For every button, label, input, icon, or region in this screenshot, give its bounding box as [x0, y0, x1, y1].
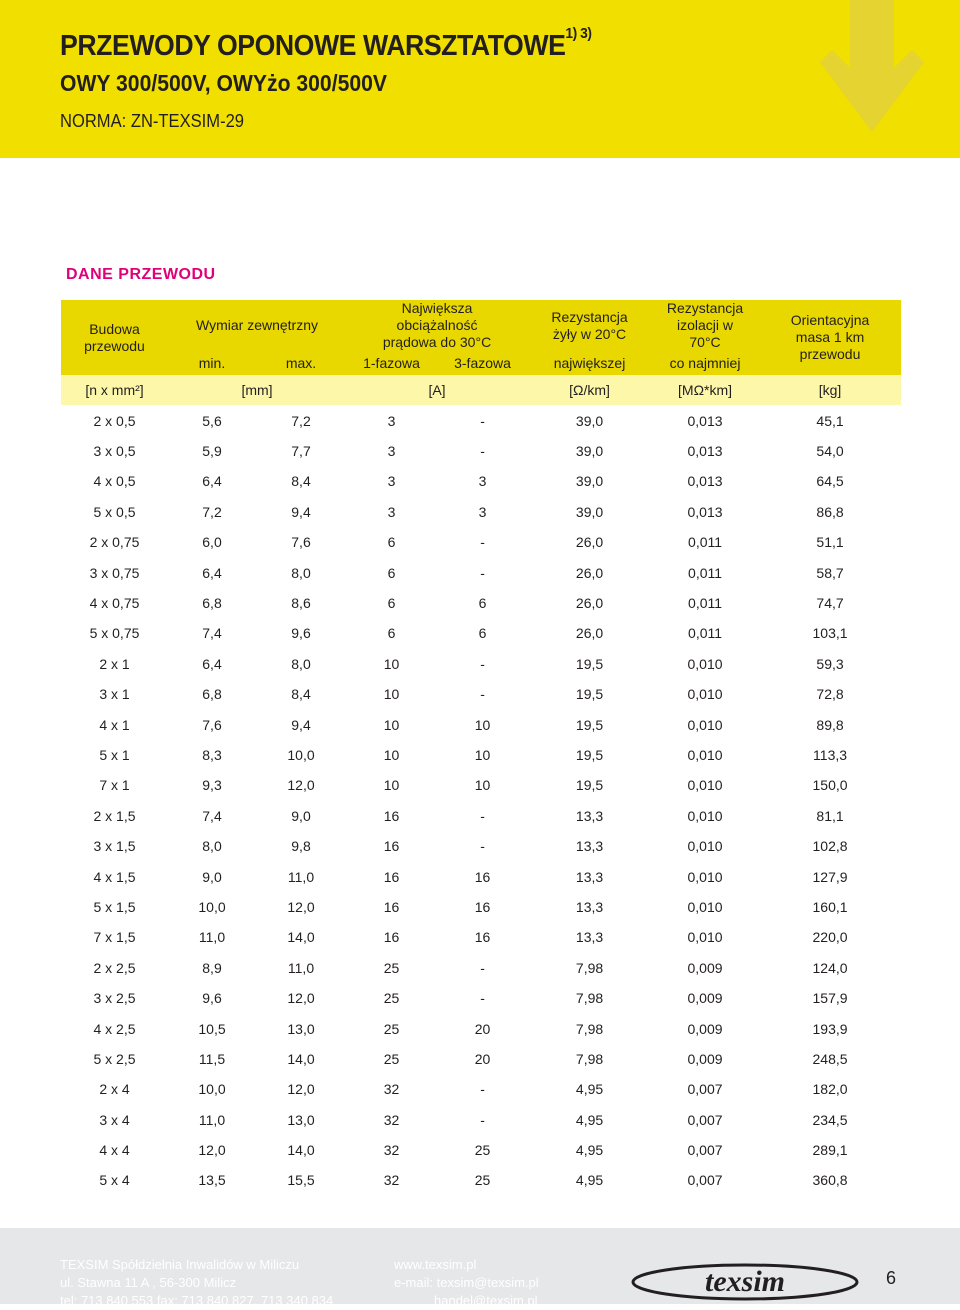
col-header-najwiecej: największej	[528, 351, 651, 375]
table-cell: 3	[346, 436, 437, 466]
table-cell: 0,010	[651, 922, 759, 952]
table-cell: 11,5	[168, 1044, 256, 1074]
table-cell: 0,007	[651, 1135, 759, 1165]
table-cell: 74,7	[759, 588, 901, 618]
table-cell: 39,0	[528, 466, 651, 496]
table-cell: 14,0	[256, 922, 346, 952]
table-cell: 12,0	[256, 983, 346, 1013]
table-cell: 51,1	[759, 527, 901, 557]
table-cell: 220,0	[759, 922, 901, 952]
col-header-rez-zyly: Rezystancja żyły w 20°C	[528, 300, 651, 351]
table-cell: 0,010	[651, 770, 759, 800]
table-cell: 13,3	[528, 831, 651, 861]
table-cell: 19,5	[528, 649, 651, 679]
table-cell: 8,4	[256, 466, 346, 496]
table-cell: 4 x 0,5	[61, 466, 168, 496]
table-row	[61, 983, 901, 1013]
page-title: PRZEWODY OPONOWE $WARSZTATOWE^{1) 3)}$	[60, 25, 592, 62]
table-cell: 0,007	[651, 1165, 759, 1195]
table-cell: 6,4	[168, 466, 256, 496]
table-row	[61, 466, 901, 496]
table-cell: 10,0	[168, 1074, 256, 1104]
table-cell: 54,0	[759, 436, 901, 466]
table-cell: 64,5	[759, 466, 901, 496]
table-cell: 3 x 1,5	[61, 831, 168, 861]
table-row	[61, 557, 901, 587]
table-cell: 20	[437, 1013, 528, 1043]
table-cell: 7,4	[168, 618, 256, 648]
table-cell: 5 x 0,75	[61, 618, 168, 648]
table-cell: 3	[437, 466, 528, 496]
table-cell: 7,6	[256, 527, 346, 557]
table-cell: 11,0	[168, 1104, 256, 1134]
table-cell: 3 x 2,5	[61, 983, 168, 1013]
table-cell: 11,0	[256, 861, 346, 891]
table-cell: 7,6	[168, 709, 256, 739]
table-cell: 6,8	[168, 679, 256, 709]
table-row	[61, 1044, 901, 1074]
table-cell: 12,0	[256, 770, 346, 800]
title-footnote-ref: 1) 3)	[565, 25, 592, 43]
table-row	[61, 922, 901, 952]
table-cell: 26,0	[528, 618, 651, 648]
table-cell: 14,0	[256, 1135, 346, 1165]
table-cell: 20	[437, 1044, 528, 1074]
table-cell: 13,0	[256, 1013, 346, 1043]
table-cell: 16	[346, 892, 437, 922]
page-subtitle: OWY 300/500V, OWYżo 300/500V	[60, 70, 387, 96]
table-cell: 5,6	[168, 406, 256, 436]
table-cell: 124,0	[759, 953, 901, 983]
table-cell: 19,5	[528, 770, 651, 800]
table-cell: 32	[346, 1104, 437, 1134]
table-cell: 7,7	[256, 436, 346, 466]
table-cell: 4,95	[528, 1074, 651, 1104]
table-cell: 6	[346, 588, 437, 618]
table-cell: 86,8	[759, 497, 901, 527]
table-cell: 13,3	[528, 922, 651, 952]
table-cell: 4,95	[528, 1165, 651, 1195]
table-cell: 182,0	[759, 1074, 901, 1104]
table-cell: 9,0	[168, 861, 256, 891]
table-cell: 7,4	[168, 801, 256, 831]
unit-prad: [A]	[346, 375, 528, 406]
table-cell: 4,95	[528, 1104, 651, 1134]
table-cell: -	[437, 406, 528, 436]
footer-web	[394, 1256, 539, 1310]
table-cell: 8,0	[256, 557, 346, 587]
table-cell: 26,0	[528, 588, 651, 618]
table-cell: 4 x 0,75	[61, 588, 168, 618]
table-cell: 10,5	[168, 1013, 256, 1043]
table-cell: 234,5	[759, 1104, 901, 1134]
table-cell: 10	[437, 709, 528, 739]
table-cell: 2 x 0,75	[61, 527, 168, 557]
col-header-min: min.	[168, 351, 256, 375]
table-cell: 16	[346, 861, 437, 891]
table-cell: 0,009	[651, 983, 759, 1013]
table-cell: 12,0	[256, 1074, 346, 1104]
table-cell: 6	[346, 527, 437, 557]
table-row	[61, 1104, 901, 1134]
table-cell: 0,009	[651, 1013, 759, 1043]
table-cell: 8,6	[256, 588, 346, 618]
table-cell: 6	[437, 588, 528, 618]
table-cell: 16	[346, 922, 437, 952]
unit-izolacja: [MΩ*km]	[651, 375, 759, 406]
table-cell: 25	[346, 1044, 437, 1074]
table-cell: 16	[437, 892, 528, 922]
table-cell: 8,3	[168, 740, 256, 770]
table-cell: 3 x 0,5	[61, 436, 168, 466]
table-cell: 26,0	[528, 527, 651, 557]
table-row	[61, 618, 901, 648]
section-title: DANE PRZEWODU	[66, 266, 216, 283]
table-cell: 13,3	[528, 861, 651, 891]
table-cell: 9,4	[256, 497, 346, 527]
table-cell: 289,1	[759, 1135, 901, 1165]
footer-address: ul. Stawna 11 A , 56-300 Milicz	[60, 1275, 237, 1290]
table-row	[61, 436, 901, 466]
footer	[0, 1228, 960, 1308]
table-cell: 13,3	[528, 801, 651, 831]
table-cell: 10	[346, 709, 437, 739]
table-cell: 0,007	[651, 1074, 759, 1104]
table-cell: -	[437, 679, 528, 709]
table-cell: 8,0	[256, 649, 346, 679]
table-row	[61, 1013, 901, 1043]
table-cell: 360,8	[759, 1165, 901, 1195]
table-row	[61, 649, 901, 679]
table-cell: 4 x 1	[61, 709, 168, 739]
arrow-down-icon	[820, 0, 924, 140]
table-row	[61, 892, 901, 922]
table-cell: 10	[346, 649, 437, 679]
table-cell: 16	[346, 831, 437, 861]
table-cell: 0,010	[651, 740, 759, 770]
table-cell: 3	[346, 466, 437, 496]
table-cell: -	[437, 953, 528, 983]
col-header-masa: Orientacyjna masa 1 km przewodu	[759, 300, 901, 375]
table-cell: 3 x 1	[61, 679, 168, 709]
table-cell: 26,0	[528, 557, 651, 587]
table-row	[61, 588, 901, 618]
table-cell: 0,010	[651, 679, 759, 709]
table-cell: 103,1	[759, 618, 901, 648]
table-cell: -	[437, 1104, 528, 1134]
table-cell: 25	[437, 1165, 528, 1195]
table-cell: 6	[437, 618, 528, 648]
table-cell: 6,4	[168, 557, 256, 587]
table-cell: 10	[346, 770, 437, 800]
col-header-rez-izolacji: Rezystancja izolacji w 70°C	[651, 300, 759, 351]
unit-masa: [kg]	[759, 375, 901, 406]
page-number: 6	[886, 1268, 897, 1288]
table-cell: 3 x 4	[61, 1104, 168, 1134]
table-cell: 5 x 4	[61, 1165, 168, 1195]
footer-contact	[60, 1256, 333, 1310]
table-row	[61, 861, 901, 891]
table-cell: 19,5	[528, 740, 651, 770]
table-cell: 2 x 2,5	[61, 953, 168, 983]
col-header-obciazalnosc: Największa obciążalność prądowa do 30°C	[346, 300, 528, 351]
table-cell: 8,0	[168, 831, 256, 861]
table-cell: 113,3	[759, 740, 901, 770]
table-cell: 25	[346, 953, 437, 983]
footer-email2-link[interactable]: handel@texsim.pl	[434, 1293, 538, 1308]
table-cell: 9,0	[256, 801, 346, 831]
table-cell: -	[437, 801, 528, 831]
table-cell: 9,6	[256, 618, 346, 648]
table-cell: 25	[346, 983, 437, 1013]
table-cell: 10,0	[168, 892, 256, 922]
table-cell: 2 x 4	[61, 1074, 168, 1104]
table-cell: 2 x 1	[61, 649, 168, 679]
table-cell: 10	[346, 679, 437, 709]
table-row	[61, 953, 901, 983]
table-cell: 4 x 1,5	[61, 861, 168, 891]
table-row	[61, 801, 901, 831]
header-band	[0, 0, 960, 158]
table-cell: -	[437, 983, 528, 1013]
table-cell: 10,0	[256, 740, 346, 770]
table-cell: 0,010	[651, 892, 759, 922]
table-cell: 15,5	[256, 1165, 346, 1195]
table-cell: 5 x 1	[61, 740, 168, 770]
table-row	[61, 831, 901, 861]
logo-wordmark: texsim	[705, 1265, 785, 1298]
table-row	[61, 497, 901, 527]
table-cell: -	[437, 436, 528, 466]
table-cell: 0,013	[651, 406, 759, 436]
table-cell: 11,0	[256, 953, 346, 983]
table-cell: 9,4	[256, 709, 346, 739]
table-cell: 10	[437, 770, 528, 800]
unit-rezystancja: [Ω/km]	[528, 375, 651, 406]
table-cell: 12,0	[256, 892, 346, 922]
table-cell: 8,9	[168, 953, 256, 983]
footer-email-link[interactable]: e-mail: texsim@texsim.pl	[394, 1275, 539, 1290]
table-cell: 0,010	[651, 801, 759, 831]
table-cell: 0,010	[651, 649, 759, 679]
table-cell: 58,7	[759, 557, 901, 587]
table-cell: 25	[437, 1135, 528, 1165]
table-cell: 7,2	[256, 406, 346, 436]
table-cell: 2 x 0,5	[61, 406, 168, 436]
table-cell: 45,1	[759, 406, 901, 436]
table-cell: 248,5	[759, 1044, 901, 1074]
table-cell: 0,007	[651, 1104, 759, 1134]
table-cell: 7,98	[528, 953, 651, 983]
table-row	[61, 527, 901, 557]
table-cell: 3 x 0,75	[61, 557, 168, 587]
col-header-1-fazowa: 1-fazowa	[346, 351, 437, 375]
texsim-logo-icon	[630, 1258, 860, 1302]
table-cell: 102,8	[759, 831, 901, 861]
col-header-max: max.	[256, 351, 346, 375]
table-cell: 0,013	[651, 436, 759, 466]
footer-company: TEXSIM Spółdzielnia Inwalidów w Miliczu	[60, 1257, 300, 1272]
table-cell: 4 x 4	[61, 1135, 168, 1165]
table-cell: 0,010	[651, 861, 759, 891]
table-cell: 32	[346, 1135, 437, 1165]
table-cell: 11,0	[168, 922, 256, 952]
table-row	[61, 1074, 901, 1104]
table-cell: 16	[346, 801, 437, 831]
table-cell: 39,0	[528, 436, 651, 466]
col-header-wymiar: Wymiar zewnętrzny	[168, 300, 346, 351]
table-row	[61, 1165, 901, 1195]
table-cell: 81,1	[759, 801, 901, 831]
table-cell: 13,0	[256, 1104, 346, 1134]
table-row	[61, 740, 901, 770]
col-header-co-najmniej: co najmniej	[651, 351, 759, 375]
table-cell: 7 x 1	[61, 770, 168, 800]
unit-budowa: [n x mm²]	[61, 375, 168, 406]
table-cell: 8,4	[256, 679, 346, 709]
unit-wymiar: [mm]	[168, 375, 346, 406]
table-cell: 0,013	[651, 497, 759, 527]
table-cell: 32	[346, 1165, 437, 1195]
table-body	[61, 406, 901, 1196]
table-cell: 6,4	[168, 649, 256, 679]
table-cell: 2 x 1,5	[61, 801, 168, 831]
table-cell: 9,3	[168, 770, 256, 800]
table-cell: 25	[346, 1013, 437, 1043]
table-cell: 6	[346, 557, 437, 587]
table-cell: 0,010	[651, 831, 759, 861]
table-cell: 72,8	[759, 679, 901, 709]
table-cell: 3	[346, 406, 437, 436]
table-cell: 7,98	[528, 1013, 651, 1043]
table-cell: 127,9	[759, 861, 901, 891]
table-row	[61, 770, 901, 800]
table-cell: 160,1	[759, 892, 901, 922]
table-cell: 0,013	[651, 466, 759, 496]
table-cell: 0,011	[651, 527, 759, 557]
table-cell: 3	[346, 497, 437, 527]
table-row	[61, 1135, 901, 1165]
table-cell: 32	[346, 1074, 437, 1104]
table-cell: 0,010	[651, 709, 759, 739]
table-cell: 0,009	[651, 953, 759, 983]
table-cell: 16	[437, 922, 528, 952]
table-row	[61, 406, 901, 436]
table-cell: 19,5	[528, 679, 651, 709]
table-cell: 0,011	[651, 618, 759, 648]
table-cell: 5,9	[168, 436, 256, 466]
table-cell: 193,9	[759, 1013, 901, 1043]
footer-phone: tel: 713 840 553 fax: 713 840 827, 713 340 834	[60, 1293, 334, 1308]
table-cell: 7,98	[528, 1044, 651, 1074]
table-row	[61, 679, 901, 709]
table-cell: 0,011	[651, 588, 759, 618]
table-cell: 19,5	[528, 709, 651, 739]
table-cell: -	[437, 1074, 528, 1104]
footer-www-link[interactable]: www.texsim.pl	[394, 1257, 477, 1272]
table-cell: -	[437, 557, 528, 587]
table-cell: 10	[437, 740, 528, 770]
table-cell: 150,0	[759, 770, 901, 800]
table-cell: 6	[346, 618, 437, 648]
table-cell: 16	[437, 861, 528, 891]
table-cell: 7,98	[528, 983, 651, 1013]
table-cell: 9,8	[256, 831, 346, 861]
table-cell: 7,2	[168, 497, 256, 527]
table-cell: 3	[437, 497, 528, 527]
table-cell: 59,3	[759, 649, 901, 679]
table-cell: 9,6	[168, 983, 256, 1013]
table-cell: 0,009	[651, 1044, 759, 1074]
table-cell: 6,8	[168, 588, 256, 618]
table-cell: 89,8	[759, 709, 901, 739]
table-cell: -	[437, 831, 528, 861]
table-cell: 13,5	[168, 1165, 256, 1195]
table-cell: 12,0	[168, 1135, 256, 1165]
col-header-3-fazowa: 3-fazowa	[437, 351, 528, 375]
table-cell: -	[437, 527, 528, 557]
table-cell: 0,011	[651, 557, 759, 587]
table-cell: 10	[346, 740, 437, 770]
col-header-budowa: Budowa przewodu	[61, 300, 168, 375]
table-cell: 7 x 1,5	[61, 922, 168, 952]
norm-label: NORMA: ZN-TEXSIM-29	[60, 111, 245, 131]
table-cell: 39,0	[528, 406, 651, 436]
table-row	[61, 709, 901, 739]
table-cell: 4 x 2,5	[61, 1013, 168, 1043]
table-cell: 39,0	[528, 497, 651, 527]
table-cell: 14,0	[256, 1044, 346, 1074]
table-cell: 5 x 0,5	[61, 497, 168, 527]
cable-data-table	[61, 300, 901, 1195]
table-cell: 5 x 2,5	[61, 1044, 168, 1074]
table-cell: 5 x 1,5	[61, 892, 168, 922]
table-cell: 13,3	[528, 892, 651, 922]
table-cell: 6,0	[168, 527, 256, 557]
table-cell: 157,9	[759, 983, 901, 1013]
table-cell: 4,95	[528, 1135, 651, 1165]
table-cell: -	[437, 649, 528, 679]
